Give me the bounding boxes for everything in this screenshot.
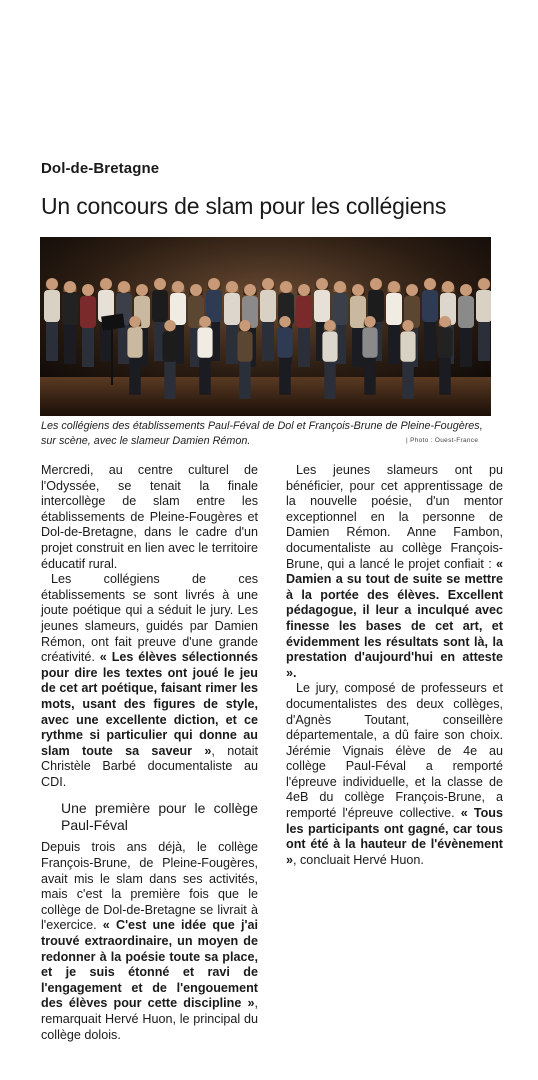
- photo-figure-body: [237, 331, 252, 361]
- photo-figure-body: [162, 331, 177, 361]
- photo-figure-legs: [82, 327, 94, 367]
- photo-figure-head: [262, 278, 274, 290]
- photo-figure-head: [129, 316, 140, 327]
- paragraph-3-quote: « C'est une idée que j'ai trouvé extraordinaire, un moyen de redonner à la poésie toute sa place, et je suis étonné et ravi de l'engagement et de l'engouement des élèves pour cette discipline »: [41, 918, 258, 1011]
- photo-figure-body: [152, 290, 168, 322]
- photo-figure-head: [402, 320, 413, 331]
- article-column-left: [41, 463, 258, 1043]
- photo-figure-head: [298, 284, 310, 296]
- photo-figure-body: [224, 293, 240, 325]
- paragraph-3: [41, 840, 258, 1043]
- paragraph-2-quote: « Les élèves sélectionnés pour dire les textes ont joué le jeu de cet art poétique, faisant rimer les mots, usant des figures de style, avec une excellente diction, et ce rythme si particulier qui donne au slam toute sa saveur »: [41, 650, 258, 758]
- photo-figure-legs: [352, 327, 364, 367]
- paragraph-2: [41, 572, 258, 790]
- photo-figure-body: [62, 293, 78, 325]
- stage-group-photo-image: [40, 237, 491, 416]
- photo-figure-body: [80, 296, 96, 328]
- photo-figure-head: [406, 284, 418, 296]
- article-kicker: Dol-de-Bretagne: [41, 160, 160, 177]
- photo-figure-head: [279, 316, 290, 327]
- photo-figure-legs: [478, 321, 490, 361]
- photo-figure-head: [370, 278, 382, 290]
- photo-figure-head: [334, 281, 346, 293]
- photo-figure-legs: [64, 324, 76, 364]
- photo-figure-body: [277, 327, 292, 357]
- photo-figure-head: [226, 281, 238, 293]
- photo-figure-body: [362, 327, 377, 357]
- photo-figure-legs: [324, 361, 335, 399]
- photo-figure-head: [280, 281, 292, 293]
- photo-figure-body: [476, 290, 491, 322]
- photo-figure-head: [190, 284, 202, 296]
- photo-figure-body: [458, 296, 474, 328]
- photo-figure-legs: [279, 357, 290, 395]
- photo-figure-legs: [199, 357, 210, 395]
- paragraph-5-attribution: , concluait Hervé Huon.: [293, 852, 424, 867]
- photo-figure-legs: [460, 327, 472, 367]
- photo-figure-legs: [226, 324, 238, 364]
- photo-figure-body: [400, 331, 415, 361]
- photo-figure-head: [439, 316, 450, 327]
- photo-figure-head: [64, 281, 76, 293]
- photo-figure-head: [199, 316, 210, 327]
- photo-figure-head: [172, 281, 184, 293]
- paragraph-4-quote: « Damien a su tout de suite se mettre à la portée des élèves. Excellent pédagogue, il leur a inculqué avec finesse les bases de cet art, et évidemment les résultats sont là, la prestation d'aujourd'hui en atteste ».: [286, 556, 503, 680]
- article-headline: Un concours de slam pour les collégiens: [41, 193, 447, 219]
- photo-figure-head: [424, 278, 436, 290]
- photo-figure-body: [350, 296, 366, 328]
- photo-figure-head: [82, 284, 94, 296]
- photo-figure-legs: [364, 357, 375, 395]
- photo-figure-legs: [388, 324, 400, 364]
- photo-figure-legs: [239, 361, 250, 399]
- photo-figure-head: [478, 278, 490, 290]
- photo-figure-head: [46, 278, 58, 290]
- photo-figure-head: [388, 281, 400, 293]
- paragraph-2-text: Les collégiens de ces établissements se sont livrés à une joute poétique qui a séduit le jury. Les jeunes slameurs, guidés par Damien Rémon, ont fait preuve d'une grande créativité.: [41, 572, 258, 665]
- paragraph-4: [286, 463, 503, 681]
- photo-figure-body: [437, 327, 452, 357]
- photo-figure-body: [322, 331, 337, 361]
- photo-figure-body: [422, 290, 438, 322]
- photo-figure-legs: [424, 321, 436, 361]
- photo-figure-legs: [262, 321, 274, 361]
- paragraph-5: [286, 681, 503, 868]
- photo-figure-legs: [439, 357, 450, 395]
- photo-figure-body: [44, 290, 60, 322]
- paragraph-2-attribution: , notait Christèle Barbé documentaliste au CDI.: [41, 743, 258, 789]
- photo-figure-head: [100, 278, 112, 290]
- photo-figure-head: [352, 284, 364, 296]
- photo-figure-head: [364, 316, 375, 327]
- photo-figure-head: [316, 278, 328, 290]
- photo-figure-head: [442, 281, 454, 293]
- paragraph-5-text: Le jury, composé de professeurs et documentalistes des deux collèges, d'Agnès Toutant, conseillère départementale, a dû faire son choix. Jérémie Vignais élève de 4e au collège Paul-Féval a remporté l'épreuve individuelle, et la classe de 4eB du collège François-Brune, a remporté l'épreuve collective.: [286, 681, 503, 821]
- photo-figure-legs: [46, 321, 58, 361]
- photo-figure-head: [154, 278, 166, 290]
- photo-figure-body: [332, 293, 348, 325]
- photo-figure-head: [239, 320, 250, 331]
- photo-credit: | Photo : Ouest-France: [406, 437, 479, 444]
- photo-figure-head: [136, 284, 148, 296]
- photo-figure-head: [244, 284, 256, 296]
- photo-figure-body: [260, 290, 276, 322]
- paragraph-3-text: Depuis trois ans déjà, le collège François-Brune, de Pleine-Fougères, avait mis le slam dans ses activités, mais c'est la première fois que le collège de Dol-de-Bretagne se livrait à l'exercice.: [41, 840, 258, 933]
- paragraph-3-attribution: , remarquait Hervé Huon, le principal du collège dolois.: [41, 996, 258, 1042]
- photo-figure-legs: [298, 327, 310, 367]
- paragraph-4-text: Les jeunes slameurs ont pu bénéficier, pour cet apprentissage de la nouvelle poésie, d'un mentor exceptionnel en la personne de Damien Rémon. Anne Fambon, documentaliste au collège François-Brune, qui a lancé le projet confiait :: [286, 463, 503, 571]
- paragraph-1: Mercredi, au centre culturel de l'Odyssée, se tenait la finale intercollège de slam entre les établissements de Pleine-Fougères et Dol-de-Bretagne, dans le cadre d'un projet construit en lien avec le territoire éducatif rural.: [41, 463, 258, 571]
- article-photo: [40, 237, 491, 416]
- photo-figure-head: [118, 281, 130, 293]
- photo-figure-body: [296, 296, 312, 328]
- photo-figure-body: [197, 327, 212, 357]
- photo-figure-head: [324, 320, 335, 331]
- photo-figure-legs: [164, 361, 175, 399]
- article-subhead: Une première pour le collège Paul-Féval: [61, 800, 258, 834]
- photo-figure-head: [164, 320, 175, 331]
- photo-figure-body: [127, 327, 142, 357]
- photo-figure-body: [314, 290, 330, 322]
- paragraph-5-quote: « Tous les participants ont gagné, car tous ont été à la hauteur de l'évènement »: [286, 806, 503, 867]
- photo-figure-body: [170, 293, 186, 325]
- photo-figure-legs: [402, 361, 413, 399]
- photo-figure-legs: [129, 357, 140, 395]
- photo-caption: Les collégiens des établissements Paul-Féval de Dol et François-Brune de Pleine-Fougères, sur scène, avec le slameur Damien Rémon.: [41, 420, 483, 447]
- article-column-right: [286, 463, 503, 868]
- photo-figure-head: [460, 284, 472, 296]
- photo-figure-body: [386, 293, 402, 325]
- photo-figure-head: [208, 278, 220, 290]
